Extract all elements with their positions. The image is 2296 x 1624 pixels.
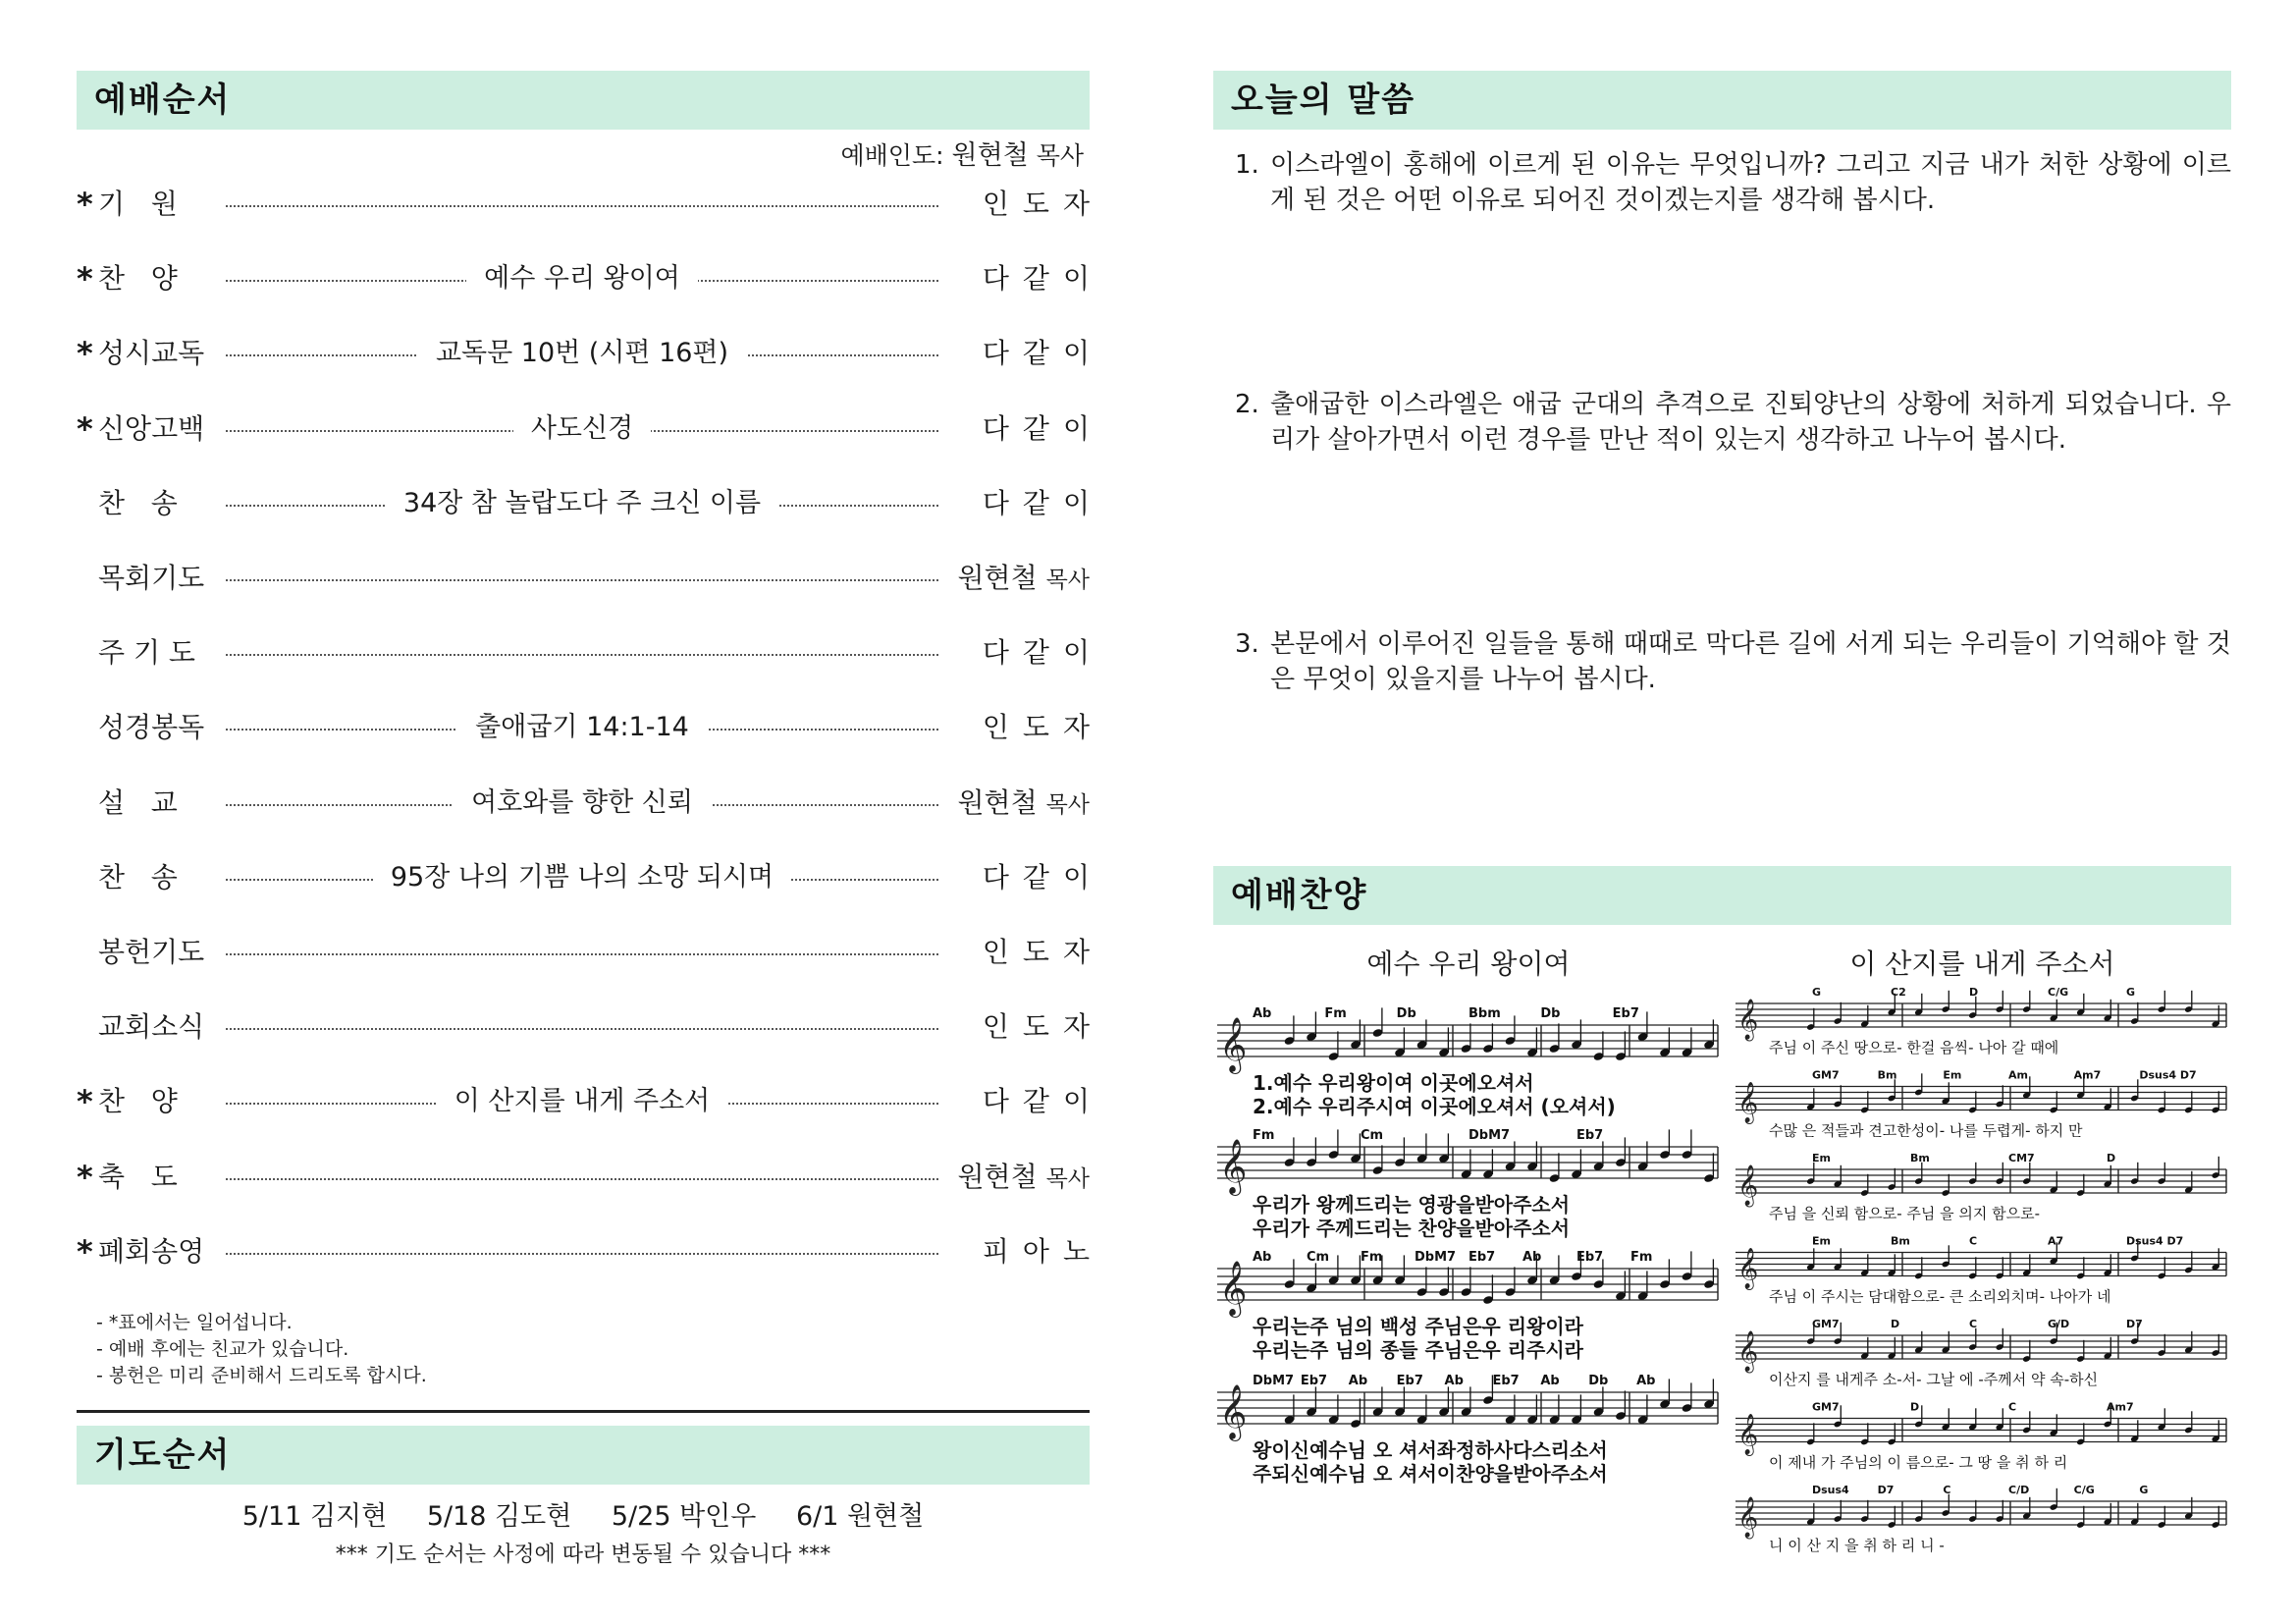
chord-symbol: C (1969, 1318, 1978, 1330)
chord-symbol: Fm (1361, 1250, 1383, 1265)
chord-symbol: Eb7 (1396, 1374, 1423, 1388)
order-performer (966, 259, 1103, 298)
chord-symbol: Db (1588, 1374, 1609, 1388)
worship-order-heading: 예배순서 (77, 71, 1090, 130)
treble-clef-icon: 𝄞 (1737, 1165, 1759, 1206)
standing-marker: * (77, 409, 93, 448)
lyric-line: 니 이 산 지 을 취 하 리 니 - (1769, 1537, 1945, 1554)
lyric-line: 수많 은 적들과 견고한성이- 나를 두렵게- 하지 만 (1769, 1121, 2083, 1140)
song1-sheet-music (1213, 982, 1724, 1551)
lyric-line: 우리는주 님의 백성 주님은우 리왕이라 (1253, 1315, 1583, 1338)
standing-marker: * (77, 1083, 93, 1121)
treble-clef-icon: 𝄞 (1219, 1261, 1248, 1316)
chord-symbol: G/D (2048, 1318, 2070, 1330)
note-line: - *표에서는 일어섭니다. (96, 1312, 293, 1333)
order-label: 폐회송영 (98, 1234, 205, 1268)
performer-name: 다같이 (982, 1085, 1103, 1118)
note-line: - 예배 후에는 친교가 있습니다. (96, 1338, 349, 1360)
staff (1735, 1489, 2226, 1539)
treble-clef-icon: 𝄞 (1737, 1414, 1759, 1455)
question-2 (1235, 387, 2231, 458)
prayer-schedule (77, 1494, 1090, 1533)
chord-symbol: Eb7 (1576, 1128, 1604, 1143)
worship-order-row (77, 1082, 1103, 1121)
chord-symbol: Ab (1253, 1006, 1272, 1021)
performer-name: 다같이 (982, 860, 1103, 893)
order-performer (952, 784, 1090, 825)
leader-name: 원현철 (951, 140, 1029, 171)
order-title: 교독문 10번 (시편 16편) (418, 338, 746, 368)
performer-name: 다같이 (982, 337, 1103, 370)
lyric-line: 1.예수 우리왕이여 이곳에오셔서 (1253, 1071, 1534, 1095)
order-label: 찬 송 (98, 860, 178, 893)
chord-symbol: GM7 (1812, 1318, 1840, 1330)
chord-symbol: Fm (1324, 1006, 1347, 1021)
chord-symbol: Ab (1522, 1250, 1542, 1265)
chord-symbol: Em (1812, 1234, 1831, 1248)
chord-symbol: Em (1812, 1152, 1831, 1164)
leader-title: 목사 (1036, 141, 1084, 170)
lyric-line: 주님 이 주신 땅으로- 한걸 음씩- 나아 갈 때에 (1769, 1039, 2059, 1056)
order-label: 기 원 (98, 188, 178, 220)
prayer-note: *** 기도 순서는 사정에 따라 변동될 수 있습니다 *** (335, 1543, 831, 1567)
staff (1217, 1129, 1718, 1196)
worship-songs-heading: 예배찬양 (1213, 866, 2231, 925)
order-label: 찬 양 (98, 1085, 178, 1118)
chord-symbol: D (1891, 1318, 1900, 1330)
order-title-wrap (226, 484, 938, 526)
treble-clef-icon: 𝄞 (1219, 1139, 1248, 1194)
staff (1735, 1157, 2226, 1207)
chord-symbol: Ab (1444, 1374, 1464, 1388)
question-text: 본문에서 이루어진 일들을 통해 때때로 막다른 길에 서게 되는 우리들이 기억해야 할 것은 무엇이 있을지를 나누어 봅시다. (1270, 629, 2231, 694)
dotted-leader (226, 205, 938, 207)
order-performer (966, 409, 1103, 449)
order-title-wrap (226, 708, 938, 750)
order-label: 찬 송 (98, 486, 178, 519)
worship-order-row (77, 334, 1103, 373)
order-label: 주 기 도 (98, 636, 195, 670)
worship-order-row (77, 1232, 1103, 1272)
order-title-wrap (226, 858, 938, 900)
lyric-line: 우리가 주께드리는 찬양을받아주소서 (1253, 1217, 1571, 1240)
chord-symbol: Dsus4 (1812, 1484, 1849, 1496)
order-title-wrap (226, 1082, 938, 1124)
lyric-line: 2.예수 우리주시여 이곳에오셔서 (오셔서) (1253, 1095, 1616, 1118)
worship-order-row (77, 185, 1103, 224)
chord-symbol: DbM7 (1253, 1374, 1295, 1388)
order-performer (952, 1158, 1090, 1199)
chord-symbol: Ab (1540, 1374, 1560, 1388)
prayer-entry: 5/25 박인우 (611, 1501, 757, 1532)
lyric-line: 이산지 를 내게주 소-서- 그날 에 -주께서 약 속-하신 (1769, 1371, 2099, 1388)
treble-clef-icon: 𝄞 (1737, 1082, 1759, 1123)
order-title: 출애굽기 14:1-14 (457, 712, 707, 742)
staff (1735, 1323, 2226, 1373)
chord-symbol: G (2139, 1484, 2149, 1496)
order-title: 예수 우리 왕이여 (466, 263, 698, 294)
order-performer (966, 1082, 1103, 1121)
chord-symbol: Db (1540, 1006, 1561, 1021)
performer-name: 인도자 (982, 188, 1103, 220)
chord-symbol: Bbm (1468, 1006, 1501, 1021)
chord-symbol: C/D (2008, 1484, 2030, 1496)
order-title: 여호와를 향한 신뢰 (454, 787, 711, 818)
order-label: 찬 양 (98, 262, 178, 296)
performer-name: 다같이 (982, 636, 1103, 670)
staff (1735, 1405, 2226, 1455)
performer-name: 원현철 (957, 1160, 1038, 1193)
order-performer (966, 1007, 1103, 1047)
order-label: 축 도 (98, 1160, 178, 1193)
order-performer (966, 1232, 1103, 1272)
staff (1735, 991, 2226, 1041)
todays-word-heading: 오늘의 말씀 (1213, 71, 2231, 130)
chord-symbol: Dsus4 D7 (2139, 1068, 2197, 1082)
order-label: 신앙고백 (98, 411, 205, 445)
chord-symbol: DbM7 (1415, 1250, 1457, 1265)
order-title: 이 산지를 내게 주소서 (437, 1086, 728, 1116)
chord-symbol: G (1812, 986, 1822, 999)
prayer-entry: 5/11 김지현 (241, 1501, 388, 1532)
chord-symbol: Eb7 (1576, 1250, 1604, 1265)
lyric-line: 주되신예수님 오 셔서이찬양을받아주소서 (1253, 1462, 1608, 1486)
chord-symbol: D (2107, 1152, 2116, 1164)
order-label: 성시교독 (98, 337, 205, 370)
chord-symbol: Cm (1307, 1250, 1330, 1265)
order-title: 34장 참 놀랍도다 주 크신 이름 (386, 488, 778, 518)
order-performer (952, 559, 1090, 600)
order-label: 설 교 (98, 785, 178, 819)
worship-notes (96, 1310, 427, 1389)
worship-order-row (77, 259, 1103, 298)
treble-clef-icon: 𝄞 (1737, 1331, 1759, 1372)
performer-name: 다같이 (982, 411, 1103, 445)
chord-symbol: GM7 (1812, 1068, 1840, 1082)
chord-symbol: Bm (1910, 1152, 1930, 1164)
dotted-leader (226, 579, 938, 581)
question-number: 3. (1235, 629, 1259, 659)
worship-order-row (77, 409, 1103, 449)
performer-title: 목사 (1045, 1165, 1090, 1192)
worship-leader-note (841, 134, 1085, 172)
chord-symbol: C (1969, 1234, 1978, 1248)
question-text: 이스라엘이 홍해에 이르게 된 이유는 무엇입니까? 그리고 지금 내가 처한 상황에 이르게 된 것은 어떤 이유로 되어진 것이겠는지를 생각해 봅시다. (1270, 150, 2231, 215)
chord-symbol: Cm (1361, 1128, 1384, 1143)
lyric-line: 이 제내 가 주님의 이 름으로- 그 땅 을 취 하 리 (1769, 1453, 2068, 1472)
lyric-line: 왕이신예수님 오 셔서좌정하사다스리소서 (1253, 1438, 1608, 1462)
performer-name: 원현철 (957, 785, 1038, 819)
order-performer (966, 484, 1103, 523)
lyric-line: 우리는주 님의 종들 주님은우 리주시라 (1253, 1338, 1583, 1362)
order-title-wrap (226, 334, 938, 376)
performer-title: 목사 (1045, 791, 1090, 818)
chord-symbol: Fm (1630, 1250, 1653, 1265)
question-number: 1. (1235, 150, 1259, 180)
chord-symbol: D (1969, 986, 1979, 999)
staff (1217, 1007, 1718, 1074)
prayer-order-heading: 기도순서 (77, 1426, 1090, 1485)
chord-symbol: C/G (2048, 986, 2069, 999)
treble-clef-icon: 𝄞 (1219, 1017, 1248, 1072)
treble-clef-icon: 𝄞 (1737, 1497, 1759, 1538)
chord-symbol: C/G (2073, 1484, 2095, 1496)
chord-symbol: GM7 (1812, 1400, 1840, 1414)
chord-symbol: C2 (1891, 986, 1906, 999)
chord-symbol: Em (1943, 1068, 1962, 1082)
chord-symbol: Eb7 (1468, 1250, 1496, 1265)
standing-marker: * (77, 260, 93, 298)
worship-order-row (77, 559, 1090, 598)
order-title: 95장 나의 기쁨 나의 소망 되시며 (373, 862, 791, 893)
section-divider (77, 1410, 1090, 1413)
standing-marker: * (77, 335, 93, 373)
order-performer (966, 633, 1103, 673)
prayer-entry: 6/1 원현철 (795, 1501, 925, 1532)
order-title-wrap (226, 259, 938, 301)
chord-symbol: Am7 (2107, 1400, 2134, 1414)
worship-order-row (77, 484, 1103, 523)
lyric-line: 주님 이 주시는 담대함으로- 큰 소리외치며- 나아가 네 (1769, 1287, 2111, 1306)
chord-symbol: Eb7 (1492, 1374, 1520, 1388)
order-label: 성경봉독 (98, 711, 205, 744)
worship-order-row (77, 858, 1103, 897)
dotted-leader (226, 953, 938, 955)
performer-name: 다같이 (982, 262, 1103, 296)
dotted-leader (226, 654, 938, 656)
chord-symbol: A7 (2048, 1234, 2064, 1248)
order-performer (966, 708, 1103, 747)
chord-symbol: C (2008, 1400, 2017, 1414)
chord-symbol: Db (1396, 1006, 1416, 1021)
performer-name: 인도자 (982, 1010, 1103, 1044)
order-performer (966, 334, 1103, 373)
question-number: 2. (1235, 390, 1259, 419)
performer-name: 인도자 (982, 936, 1103, 968)
chord-symbol: C (1943, 1484, 1951, 1496)
standing-marker: * (77, 1158, 93, 1196)
chord-symbol: Ab (1636, 1374, 1656, 1388)
performer-title: 목사 (1045, 568, 1090, 593)
worship-order-row (77, 1158, 1090, 1197)
performer-name: 다같이 (982, 486, 1103, 519)
treble-clef-icon: 𝄞 (1737, 1000, 1759, 1040)
leader-label: 예배인도: (840, 141, 944, 170)
chord-symbol: D7 (2126, 1318, 2143, 1330)
standing-marker: * (77, 1232, 93, 1271)
chord-symbol: Eb7 (1612, 1006, 1639, 1021)
performer-name: 피아노 (982, 1234, 1103, 1268)
order-label: 목회기도 (98, 562, 205, 594)
order-title: 사도신경 (513, 413, 651, 444)
chord-symbol: Am7 (2073, 1068, 2102, 1082)
treble-clef-icon: 𝄞 (1219, 1384, 1248, 1439)
chord-symbol: D (1910, 1400, 1920, 1414)
chord-symbol: Ab (1348, 1374, 1368, 1388)
worship-order-row (77, 784, 1090, 823)
dotted-leader (226, 1028, 938, 1030)
prayer-entry: 5/18 김도현 (426, 1501, 572, 1532)
standing-marker: * (77, 186, 93, 223)
song2-title: 이 산지를 내게 주소서 (1849, 947, 2115, 980)
chord-symbol: Bm (1891, 1234, 1910, 1248)
performer-name: 인도자 (982, 711, 1103, 744)
chord-symbol: Fm (1253, 1128, 1275, 1143)
chord-symbol: DbM7 (1468, 1128, 1511, 1143)
order-title-wrap (226, 784, 938, 826)
order-label: 교회소식 (98, 1010, 205, 1044)
lyric-line: 우리가 왕께드리는 영광을받아주소서 (1253, 1193, 1571, 1217)
chord-symbol: Bm (1877, 1068, 1897, 1082)
dotted-leader (226, 1178, 938, 1180)
song2-sheet-music (1734, 982, 2231, 1581)
dotted-leader (226, 1253, 938, 1255)
order-performer (966, 858, 1103, 897)
question-3 (1235, 626, 2231, 697)
chord-symbol: Dsus4 D7 (2126, 1234, 2184, 1248)
question-text: 출애굽한 이스라엘은 애굽 군대의 추격으로 진퇴양난의 상황에 처하게 되었습니다. 우리가 살아가면서 이런 경우를 만난 적이 있는지 생각하고 나누어 봅시다. (1270, 390, 2231, 455)
order-performer (966, 933, 1103, 972)
order-performer (966, 185, 1103, 224)
note-line: - 봉헌은 미리 준비해서 드리도록 합시다. (96, 1365, 427, 1386)
chord-symbol: Ab (1253, 1250, 1272, 1265)
question-1 (1235, 147, 2231, 218)
treble-clef-icon: 𝄞 (1737, 1248, 1759, 1289)
chord-symbol: Am (2008, 1068, 2028, 1082)
chord-symbol: Eb7 (1300, 1374, 1328, 1388)
order-title-wrap (226, 409, 938, 452)
performer-name: 원현철 (957, 562, 1038, 594)
chord-symbol: D7 (1877, 1484, 1895, 1496)
order-label: 봉헌기도 (98, 936, 205, 968)
chord-symbol: CM7 (2008, 1152, 2035, 1164)
chord-symbol: G (2126, 986, 2136, 999)
song1-title: 예수 우리 왕이여 (1366, 947, 1571, 980)
worship-order-row (77, 1007, 1103, 1047)
lyric-line: 주님 을 신뢰 함으로- 주님 을 의지 함으로- (1769, 1205, 2041, 1222)
worship-order-row (77, 708, 1103, 747)
worship-order-row (77, 933, 1103, 972)
worship-order-row (77, 633, 1103, 673)
